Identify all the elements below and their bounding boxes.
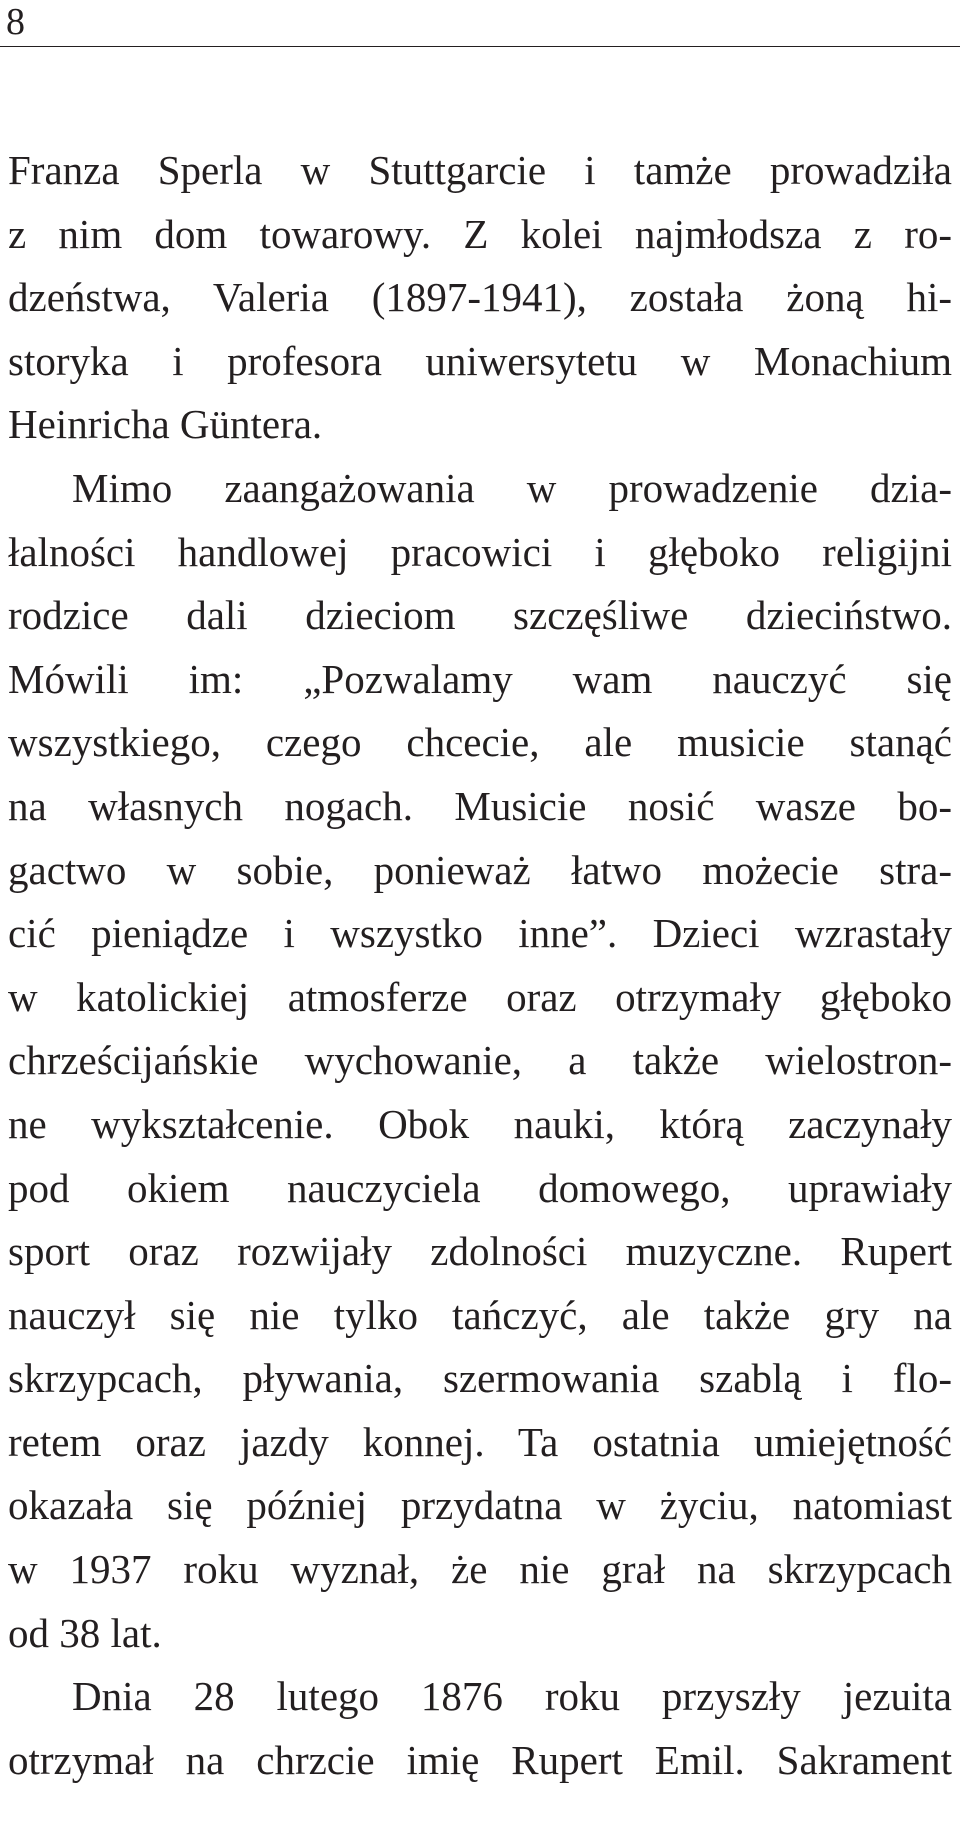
text-line: od 38 lat. (8, 1609, 162, 1656)
text-line: otrzymał na chrzcie imię Rupert Emil. Sakrament (8, 1736, 952, 1783)
text-line: w 1937 roku wyznał, że nie grał na skrzypcach (8, 1546, 952, 1593)
text-line: dzeństwa, Valeria (1897-1941), została żoną hi- (8, 274, 952, 321)
text-line: sport oraz rozwijały zdolności muzyczne. Rupert (8, 1228, 952, 1275)
text-line: na własnych nogach. Musicie nosić wasze bo- (8, 782, 952, 829)
text-line: storyka i profesora uniwersytetu w Monachium (8, 337, 952, 384)
text-line: retem oraz jazdy konnej. Ta ostatnia umiejętność (8, 1418, 952, 1465)
text-line: gactwo w sobie, ponieważ łatwo możecie stra- (8, 846, 952, 893)
text-line: okazała się później przydatna w życiu, natomiast (8, 1482, 952, 1529)
text-line: łalności handlowej pracowici i głęboko religijni (8, 528, 952, 575)
body-text (8, 144, 952, 1797)
text-line: ne wykształcenie. Obok nauki, którą zaczynały (8, 1100, 952, 1147)
text-line: rodzice dali dzieciom szczęśliwe dzieciństwo. (8, 592, 952, 639)
text-line: cić pieniądze i wszystko inne”. Dzieci wzrastały (8, 910, 952, 957)
text-line: skrzypcach, pływania, szermowania szablą i flo- (8, 1355, 952, 1402)
text-line: z nim dom towarowy. Z kolei najmłodsza z ro- (8, 210, 952, 257)
text-line: wszystkiego, czego chcecie, ale musicie stanąć (8, 719, 952, 766)
text-line: Mówili im: „Pozwalamy wam nauczyć się (8, 655, 952, 702)
text-line: Dnia 28 lutego 1876 roku przyszły jezuita (72, 1673, 952, 1720)
text-line: Franza Sperla w Stuttgarcie i tamże prowadziła (8, 147, 952, 193)
text-line: Heinricha Güntera. (8, 401, 323, 448)
page-number: 8 (6, 1, 25, 43)
header-rule (0, 46, 960, 47)
text-line: Mimo zaangażowania w prowadzenie dzia- (72, 464, 952, 511)
text-line: w katolickiej atmosferze oraz otrzymały głęboko (8, 973, 952, 1020)
text-line: chrześcijańskie wychowanie, a także wielostron- (8, 1037, 952, 1084)
text-line: nauczył się nie tylko tańczyć, ale także gry na (8, 1291, 952, 1338)
text-line: pod okiem nauczyciela domowego, uprawiały (8, 1164, 952, 1211)
